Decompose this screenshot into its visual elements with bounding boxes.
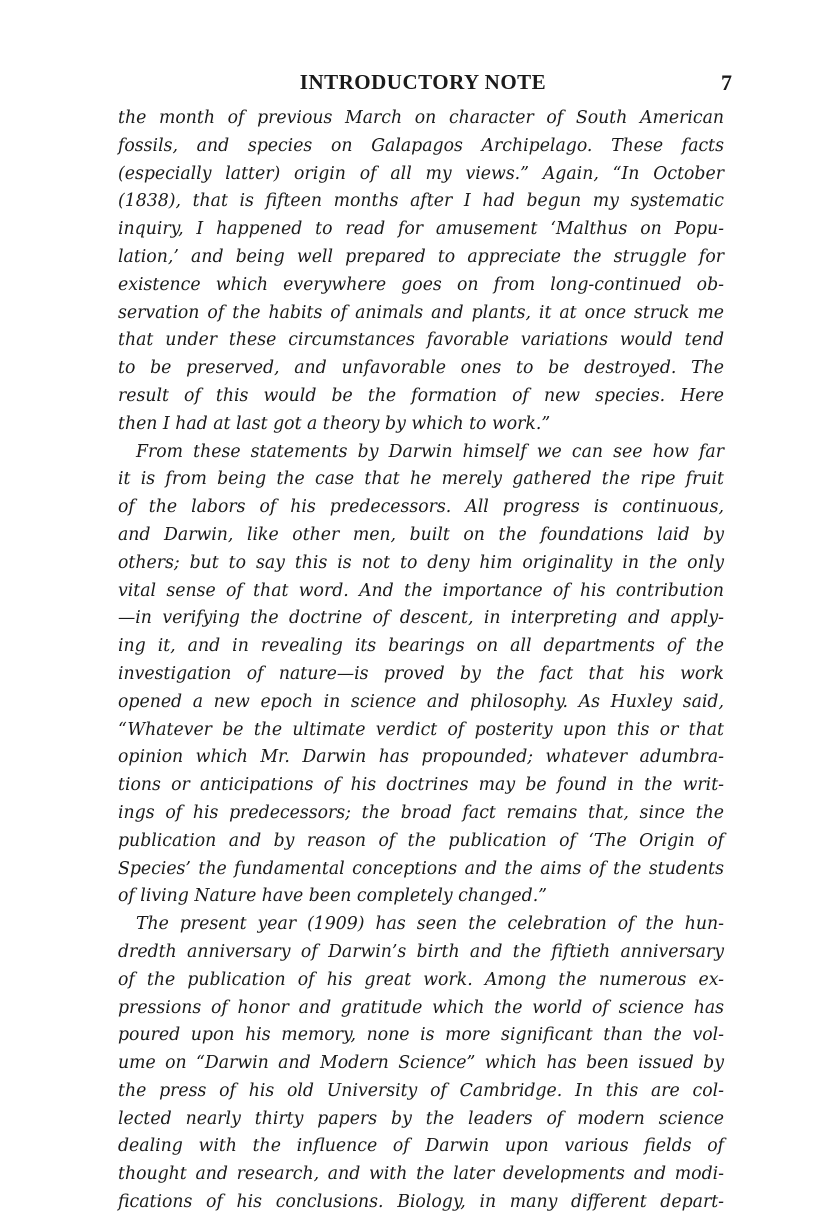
page-number: 7 (721, 70, 732, 95)
text-line: dealing with the influence of Darwin upon various fields of (118, 1136, 724, 1157)
text-line: the press of his old University of Cambridge. In this are col- (118, 1080, 724, 1101)
text-line: Species’ the fundamental conceptions and the aims of the students (118, 858, 724, 879)
text-line: investigation of nature—is proved by the fact that his work (118, 663, 724, 684)
text-line: it is from being the case that he merely gathered the ripe fruit (118, 469, 724, 490)
text-line: result of this would be the formation of new species. Here (118, 385, 724, 406)
text-line: opinion which Mr. Darwin has propounded; whatever adumbra- (118, 747, 724, 768)
text-line: the month of previous March on character of South American (118, 108, 724, 128)
text-line: inquiry, I happened to read for amusement ‘Malthus on Popu- (118, 219, 724, 240)
text-line: vital sense of that word. And the importance of his contribution (118, 580, 724, 601)
text-line: (1838), that is fifteen months after I had begun my systematic (118, 191, 724, 212)
text-line: of the labors of his predecessors. All progress is continuous, (118, 497, 724, 518)
text-line: ing it, and in revealing its bearings on all departments of the (118, 636, 724, 657)
body-text (118, 105, 724, 1217)
text-line: thought and research, and with the later developments and modi- (118, 1164, 724, 1185)
text-line: opened a new epoch in science and philosophy. As Huxley said, (118, 691, 724, 712)
running-head (118, 70, 732, 98)
text-line: “Whatever be the ultimate verdict of posterity upon this or that (118, 719, 724, 740)
text-line: dredth anniversary of Darwin’s birth and the fiftieth anniversary (118, 941, 724, 962)
text-line: The present year (1909) has seen the celebration of the hun- (136, 914, 724, 935)
text-line: (especially latter) origin of all my views.” Again, “In October (118, 163, 724, 184)
text-line: that under these circumstances favorable variations would tend (118, 330, 724, 351)
text-line: of living Nature have been completely changed.” (118, 886, 548, 907)
text-line: lation,’ and being well prepared to appreciate the struggle for (118, 246, 724, 267)
text-line: fications of his conclusions. Biology, in many different depart- (118, 1192, 724, 1213)
text-line: ume on “Darwin and Modern Science” which has been issued by (118, 1053, 724, 1074)
text-line: From these statements by Darwin himself we can see how far (136, 441, 724, 462)
text-line: —in verifying the doctrine of descent, in interpreting and apply- (118, 608, 724, 629)
text-line: publication and by reason of the publication of ‘The Origin of (118, 830, 724, 851)
text-line: and Darwin, like other men, built on the foundations laid by (118, 524, 724, 545)
text-line: tions or anticipations of his doctrines may be found in the writ- (118, 775, 724, 796)
text-line: fossils, and species on Galapagos Archipelago. These facts (118, 135, 724, 156)
running-title: INTRODUCTORY NOTE (299, 70, 547, 94)
text-line: then I had at last got a theory by which to work.” (118, 413, 551, 434)
text-line: others; but to say this is not to deny him originality in the only (118, 552, 724, 573)
text-line: ings of his predecessors; the broad fact remains that, since the (118, 802, 724, 823)
text-line: pressions of honor and gratitude which the world of science has (118, 997, 724, 1018)
text-line: to be preserved, and unfavorable ones to be destroyed. The (118, 358, 724, 379)
text-line: existence which everywhere goes on from long-continued ob- (118, 274, 724, 295)
text-line: poured upon his memory, none is more significant than the vol- (118, 1025, 724, 1046)
text-line: servation of the habits of animals and plants, it at once struck me (118, 302, 724, 323)
text-line: of the publication of his great work. Among the numerous ex- (118, 969, 724, 990)
text-line: lected nearly thirty papers by the leaders of modern science (118, 1108, 724, 1129)
